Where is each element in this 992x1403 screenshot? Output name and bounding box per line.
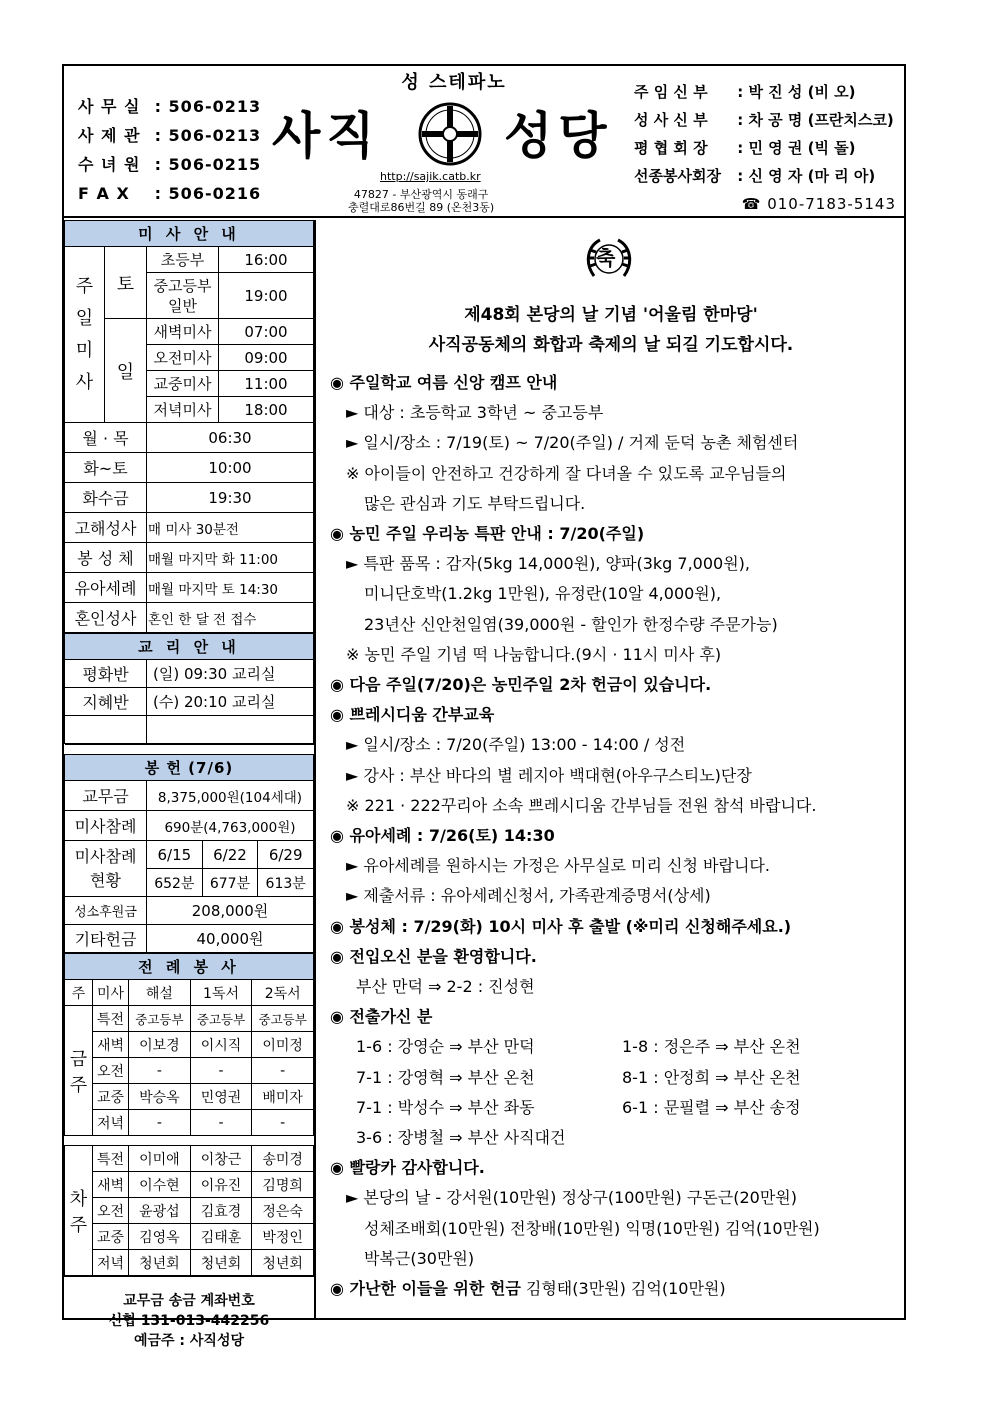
clergy-row bbox=[634, 134, 896, 162]
liturgy-cell: 김명희 bbox=[252, 1172, 314, 1198]
notice-line: 성체조배회(10만원) 전창배(10만원) 익명(10만원) 김억(10만원) bbox=[364, 1218, 820, 1238]
sat-label: 토 bbox=[105, 247, 147, 319]
table-row bbox=[65, 247, 314, 273]
clergy-name: 차 공 명 (프란치스코) bbox=[748, 111, 894, 129]
table-row bbox=[65, 423, 314, 453]
contact-sep: : bbox=[148, 97, 169, 116]
table-row bbox=[65, 513, 314, 543]
headline: 사직공동체의 화합과 축제의 날 되길 기도합시다. bbox=[428, 335, 794, 355]
clergy-list bbox=[634, 78, 896, 218]
section-title: 교 리 안 내 bbox=[65, 634, 314, 660]
notice-line: ► 일시/장소 : 7/19(토) ~ 7/20(주일) / 거제 둔덕 농촌 체험센터 bbox=[346, 433, 799, 453]
liturgy-header: 1독서 bbox=[190, 980, 252, 1006]
table-row bbox=[65, 603, 314, 633]
table-row bbox=[65, 1084, 314, 1110]
liturgy-cell: 중고등부 bbox=[190, 1006, 252, 1032]
table-row bbox=[65, 897, 314, 925]
liturgy-cell: 특전 bbox=[93, 1006, 129, 1032]
table-row bbox=[65, 954, 314, 980]
transfer-entry: 6-1 : 문필렬 ⇒ 부산 송정 bbox=[622, 1097, 801, 1117]
sacrament-name: 혼인성사 bbox=[65, 603, 147, 633]
mass-time: 07:00 bbox=[219, 319, 314, 345]
table-row bbox=[65, 1224, 314, 1250]
sacrament-time: 매월 마지막 화 11:00 bbox=[147, 543, 314, 573]
liturgy-cell: 중고등부 bbox=[252, 1006, 314, 1032]
contact-number: 506-0216 bbox=[168, 184, 262, 203]
celebration-badge: 축 bbox=[596, 246, 616, 270]
title-left: 사직 bbox=[272, 107, 381, 165]
transfer-entry bbox=[622, 1123, 888, 1153]
notice-line: ◉ 농민 주일 우리농 특판 안내 : 7/20(주일) bbox=[330, 524, 645, 544]
notice-line: ◉ 봉성체 : 7/29(화) 10시 미사 후 출발 (※미리 신청해주세요.) bbox=[330, 916, 792, 936]
notice-line: ◉ 전입오신 분을 환영합니다. bbox=[330, 946, 537, 966]
table-row bbox=[65, 543, 314, 573]
transfer-entry: 7-1 : 강영혁 ⇒ 부산 온천 bbox=[356, 1067, 535, 1087]
clergy-row bbox=[634, 78, 896, 106]
table-row bbox=[65, 841, 314, 869]
sidebar-table bbox=[64, 744, 314, 953]
liturgy-cell: 이보경 bbox=[129, 1032, 191, 1058]
notice-line: ※ 농민 주일 기념 떡 나눔합니다.(9시 · 11시 미사 후) bbox=[346, 644, 722, 664]
notice-line: ◉ 유아세례 : 7/26(토) 14:30 bbox=[330, 826, 555, 846]
header bbox=[64, 66, 904, 218]
weekday-name: 월 · 목 bbox=[65, 423, 147, 453]
contact-label: F A X bbox=[78, 184, 130, 203]
table-row bbox=[65, 1006, 314, 1032]
table-row bbox=[65, 1110, 314, 1136]
notice-line bbox=[330, 1274, 904, 1304]
sacrament-name: 고해성사 bbox=[65, 513, 147, 543]
offering-value: 208,000원 bbox=[147, 897, 314, 925]
transfer-row bbox=[330, 1063, 904, 1093]
church-logo-icon bbox=[416, 100, 484, 168]
table-row bbox=[65, 1250, 314, 1276]
mass-name: 초등부 bbox=[147, 247, 219, 273]
table-row bbox=[65, 1146, 314, 1172]
mass-name: 교중미사 bbox=[147, 371, 219, 397]
mass-name: 새벽미사 bbox=[147, 319, 219, 345]
sidebar-table bbox=[64, 953, 314, 1276]
liturgy-header: 2독서 bbox=[252, 980, 314, 1006]
mass-name: 오전미사 bbox=[147, 345, 219, 371]
transfer-entry: 1-6 : 강영순 ⇒ 부산 만덕 bbox=[356, 1037, 535, 1057]
liturgy-cell: 청년회 bbox=[190, 1250, 252, 1276]
table-row bbox=[65, 634, 314, 660]
liturgy-cell: - bbox=[252, 1110, 314, 1136]
mass-name: 중고등부 일반 bbox=[147, 273, 219, 319]
liturgy-cell: 이창근 bbox=[190, 1146, 252, 1172]
spacer bbox=[65, 745, 314, 755]
offering-value: 690분(4,763,000원) bbox=[147, 811, 314, 841]
table-row bbox=[65, 925, 314, 953]
liturgy-cell: 송미경 bbox=[252, 1146, 314, 1172]
liturgy-cell: 윤광섭 bbox=[129, 1198, 191, 1224]
section-title: 미 사 안 내 bbox=[65, 221, 314, 247]
section-title: 봉 헌 (7/6) bbox=[65, 755, 314, 781]
attendance-value: 652분 bbox=[147, 869, 203, 897]
liturgy-cell: 특전 bbox=[93, 1146, 129, 1172]
liturgy-cell: 청년회 bbox=[129, 1250, 191, 1276]
sacrament-time: 매월 마지막 토 14:30 bbox=[147, 573, 314, 603]
table-row bbox=[65, 221, 314, 247]
class-name: 지혜반 bbox=[65, 688, 147, 716]
weekday-time: 10:00 bbox=[147, 453, 314, 483]
offering-name: 기타헌금 bbox=[65, 925, 147, 953]
website-link[interactable]: http://sajik.catb.kr bbox=[380, 170, 481, 183]
notice-text: 김형태(3만원) 김억(10만원) bbox=[520, 1279, 726, 1299]
liturgy-cell: 새벽 bbox=[93, 1032, 129, 1058]
liturgy-header: 해설 bbox=[129, 980, 191, 1006]
liturgy-cell: 김영옥 bbox=[129, 1224, 191, 1250]
liturgy-cell: 교중 bbox=[93, 1084, 129, 1110]
clergy-row bbox=[634, 162, 896, 190]
bulletin-frame bbox=[62, 64, 906, 1349]
liturgy-cell: 청년회 bbox=[252, 1250, 314, 1276]
clergy-sep: : bbox=[732, 83, 749, 101]
transfer-row bbox=[330, 1123, 904, 1153]
liturgy-cell: - bbox=[129, 1110, 191, 1136]
clergy-role: 평 협 회 장 bbox=[634, 139, 708, 157]
liturgy-cell: 새벽 bbox=[93, 1172, 129, 1198]
notice-heading: ◉ 가난한 이들을 위한 헌금 bbox=[330, 1279, 521, 1299]
sacrament-name: 봉 성 체 bbox=[65, 543, 147, 573]
sacrament-time: 혼인 한 달 전 접수 bbox=[147, 603, 314, 633]
address bbox=[348, 188, 494, 214]
liturgy-header: 주 bbox=[65, 980, 93, 1006]
liturgy-cell: 박승옥 bbox=[129, 1084, 191, 1110]
liturgy-cell: - bbox=[190, 1058, 252, 1084]
liturgy-cell: 저녁 bbox=[93, 1110, 129, 1136]
liturgy-cell: 저녁 bbox=[93, 1250, 129, 1276]
contact-sep: : bbox=[148, 184, 169, 203]
sidebar-table bbox=[64, 633, 314, 744]
mass-time: 19:00 bbox=[219, 273, 314, 319]
attendance-date: 6/22 bbox=[202, 841, 258, 869]
table-row bbox=[65, 811, 314, 841]
liturgy-cell: 이시직 bbox=[190, 1032, 252, 1058]
table-row bbox=[65, 755, 314, 781]
account-line: 신협 131-013-442256 bbox=[108, 1313, 270, 1329]
table-row bbox=[65, 1058, 314, 1084]
phone-row bbox=[634, 190, 896, 218]
notice-line: ◉ 빨랑카 감사합니다. bbox=[330, 1158, 485, 1178]
notice-line: ► 대상 : 초등학교 3학년 ~ 중고등부 bbox=[346, 403, 604, 423]
liturgy-cell: 배미자 bbox=[252, 1084, 314, 1110]
liturgy-cell: - bbox=[129, 1058, 191, 1084]
liturgy-cell: - bbox=[190, 1110, 252, 1136]
phone-number: 010-7183-5143 bbox=[767, 195, 896, 213]
address-line: 47827 - 부산광역시 동래구 bbox=[353, 188, 489, 201]
table-row bbox=[65, 716, 314, 744]
weekday-name: 화수금 bbox=[65, 483, 147, 513]
contact-sep: : bbox=[148, 155, 169, 174]
notice-line: ◉ 전출가신 분 bbox=[330, 1007, 433, 1027]
mass-time: 09:00 bbox=[219, 345, 314, 371]
transfer-row bbox=[330, 1093, 904, 1123]
table-row bbox=[65, 453, 314, 483]
table-row bbox=[65, 573, 314, 603]
sidebar bbox=[64, 220, 314, 1361]
transfer-entry: 1-8 : 정은주 ⇒ 부산 온천 bbox=[622, 1037, 801, 1057]
notice-line: ► 유아세례를 원하시는 가정은 사무실로 미리 신청 바랍니다. bbox=[346, 856, 770, 876]
liturgy-cell: 오전 bbox=[93, 1198, 129, 1224]
notice-panel bbox=[314, 220, 904, 1318]
sun-label: 일 bbox=[105, 319, 147, 423]
sacrament-time: 매 미사 30분전 bbox=[147, 513, 314, 543]
notice-line: ※ 아이들이 안전하고 건강하게 잘 다녀올 수 있도록 교우님들의 bbox=[346, 463, 787, 483]
contact-number: 506-0213 bbox=[168, 126, 262, 145]
account-line: 예금주 : 사직성당 bbox=[133, 1333, 244, 1349]
notice-line: ※ 221 · 222꾸리아 소속 쁘레시디움 간부님들 전원 참석 바랍니다. bbox=[346, 795, 817, 815]
contact-row bbox=[78, 121, 261, 150]
title-right: 성당 bbox=[504, 107, 613, 165]
clergy-role: 주 임 신 부 bbox=[634, 83, 708, 101]
offering-value: 40,000원 bbox=[147, 925, 314, 953]
liturgy-cell: 오전 bbox=[93, 1058, 129, 1084]
table-row bbox=[65, 1032, 314, 1058]
attendance-value: 677분 bbox=[202, 869, 258, 897]
sidebar-table bbox=[64, 220, 314, 633]
mass-time: 18:00 bbox=[219, 397, 314, 423]
offering-name: 성소후원금 bbox=[65, 897, 147, 925]
contact-number: 506-0213 bbox=[168, 97, 262, 116]
notice-list bbox=[330, 368, 904, 1304]
notice-line: 박복근(30만원) bbox=[364, 1248, 475, 1268]
notice-line: 많은 관심과 기도 부탁드립니다. bbox=[364, 493, 586, 513]
offering-name: 미사참례 bbox=[65, 811, 147, 841]
attendance-date: 6/29 bbox=[258, 841, 314, 869]
notice-line: ► 강사 : 부산 바다의 별 레지아 백대현(아우구스티노)단장 bbox=[346, 765, 752, 785]
liturgy-cell: - bbox=[252, 1058, 314, 1084]
notice-line: 23년산 신안천일염(39,000원 - 할인가 한정수량 주문가능) bbox=[364, 614, 778, 634]
notice-line: ► 제출서류 : 유아세례신청서, 가족관계증명서(상세) bbox=[346, 886, 711, 906]
week-label: 금주 bbox=[65, 1006, 93, 1136]
liturgy-cell: 중고등부 bbox=[129, 1006, 191, 1032]
class-name: 평화반 bbox=[65, 660, 147, 688]
mass-time: 11:00 bbox=[219, 371, 314, 397]
account-info bbox=[64, 1276, 314, 1361]
liturgy-cell: 김효경 bbox=[190, 1198, 252, 1224]
section-title: 전 례 봉 사 bbox=[65, 954, 314, 980]
class-time: (수) 20:10 교리실 bbox=[147, 688, 314, 716]
week-label: 차주 bbox=[65, 1146, 93, 1276]
liturgy-cell: 이유진 bbox=[190, 1172, 252, 1198]
clergy-sep: : bbox=[732, 139, 749, 157]
liturgy-cell: 이수현 bbox=[129, 1172, 191, 1198]
table-row bbox=[65, 1136, 314, 1146]
liturgy-cell: 교중 bbox=[93, 1224, 129, 1250]
notice-line: ◉ 주일학교 여름 신앙 캠프 안내 bbox=[330, 373, 558, 392]
contact-row bbox=[78, 150, 261, 179]
contact-label: 사 제 관 bbox=[78, 126, 141, 145]
weekday-name: 화~토 bbox=[65, 453, 147, 483]
contact-list bbox=[78, 92, 261, 208]
table-row bbox=[65, 980, 314, 1006]
mass-time: 16:00 bbox=[219, 247, 314, 273]
liturgy-cell: 김태훈 bbox=[190, 1224, 252, 1250]
table-row bbox=[65, 1172, 314, 1198]
class-time: (일) 09:30 교리실 bbox=[147, 660, 314, 688]
clergy-name: 민 영 권 (빅 돌) bbox=[748, 139, 856, 157]
table-row bbox=[65, 660, 314, 688]
notice-line: ► 특판 품목 : 감자(5kg 14,000원), 양파(3kg 7,000원), bbox=[346, 554, 750, 574]
contact-number: 506-0215 bbox=[168, 155, 262, 174]
class-time bbox=[147, 716, 314, 744]
clergy-sep: : bbox=[732, 167, 749, 185]
sunday-mass-label-text: 주일미사 bbox=[75, 275, 94, 393]
headline: 제48회 본당의 날 기념 '어울림 한마당' bbox=[464, 305, 758, 325]
notice-line: ◉ 쁘레시디움 간부교육 bbox=[330, 705, 495, 725]
table-row bbox=[65, 688, 314, 716]
clergy-name: 박 진 성 (비 오) bbox=[748, 83, 856, 101]
clergy-sep: : bbox=[732, 111, 749, 129]
mass-name: 저녁미사 bbox=[147, 397, 219, 423]
table-row bbox=[65, 745, 314, 755]
notice-line: 미니단호박(1.2kg 1만원), 유정란(10알 4,000원), bbox=[364, 584, 722, 604]
liturgy-cell: 이미정 bbox=[252, 1032, 314, 1058]
liturgy-cell: 정은숙 bbox=[252, 1198, 314, 1224]
contact-label: 사 무 실 bbox=[78, 97, 141, 116]
table-row bbox=[65, 483, 314, 513]
attendance-label: 미사참례 현황 bbox=[65, 841, 147, 897]
notice-line: ► 일시/장소 : 7/20(주일) 13:00 - 14:00 / 성전 bbox=[346, 735, 686, 755]
contact-sep: : bbox=[148, 126, 169, 145]
clergy-role: 성 사 신 부 bbox=[634, 111, 708, 129]
liturgy-cell: 박정인 bbox=[252, 1224, 314, 1250]
liturgy-cell: 민영권 bbox=[190, 1084, 252, 1110]
liturgy-cell: 이미애 bbox=[129, 1146, 191, 1172]
offering-value: 8,375,000원(104세대) bbox=[147, 781, 314, 811]
transfer-entry: 3-6 : 장병철 ⇒ 부산 사직대건 bbox=[356, 1128, 566, 1148]
contact-row bbox=[78, 179, 261, 208]
transfer-entry: 7-1 : 박성수 ⇒ 부산 좌동 bbox=[356, 1097, 535, 1117]
weekday-time: 06:30 bbox=[147, 423, 314, 453]
table-row bbox=[65, 1198, 314, 1224]
attendance-date: 6/15 bbox=[147, 841, 203, 869]
phone-icon: ☎ bbox=[741, 195, 768, 213]
liturgy-header: 미사 bbox=[93, 980, 129, 1006]
clergy-name: 신 영 자 (마 리 아) bbox=[748, 167, 876, 185]
notice-line: ◉ 다음 주일(7/20)은 농민주일 2차 헌금이 있습니다. bbox=[330, 675, 712, 695]
transfer-entry: 8-1 : 안정희 ⇒ 부산 온천 bbox=[622, 1067, 801, 1087]
table-row bbox=[65, 781, 314, 811]
clergy-role: 선종봉사회장 bbox=[634, 167, 721, 185]
sacrament-name: 유아세례 bbox=[65, 573, 147, 603]
sunday-mass-label bbox=[65, 247, 105, 423]
subtitle-text: 성 스테파노 bbox=[401, 72, 507, 93]
spacer bbox=[65, 1136, 314, 1146]
contact-row bbox=[78, 92, 261, 121]
contact-label: 수 녀 원 bbox=[78, 155, 141, 174]
address-line: 충렬대로86번길 89 (온천3동) bbox=[348, 201, 495, 214]
clergy-row bbox=[634, 106, 896, 134]
notice-line: 부산 만덕 ⇒ 2-2 : 진성현 bbox=[356, 977, 535, 997]
attendance-value: 613분 bbox=[258, 869, 314, 897]
offering-name: 교무금 bbox=[65, 781, 147, 811]
notice-line: ► 본당의 날 - 강서원(10만원) 정상구(100만원) 구돈근(20만원) bbox=[346, 1188, 797, 1208]
class-name bbox=[65, 716, 147, 744]
account-line: 교무금 송금 계좌번호 bbox=[123, 1293, 255, 1309]
weekday-time: 19:30 bbox=[147, 483, 314, 513]
transfer-row bbox=[330, 1032, 904, 1062]
